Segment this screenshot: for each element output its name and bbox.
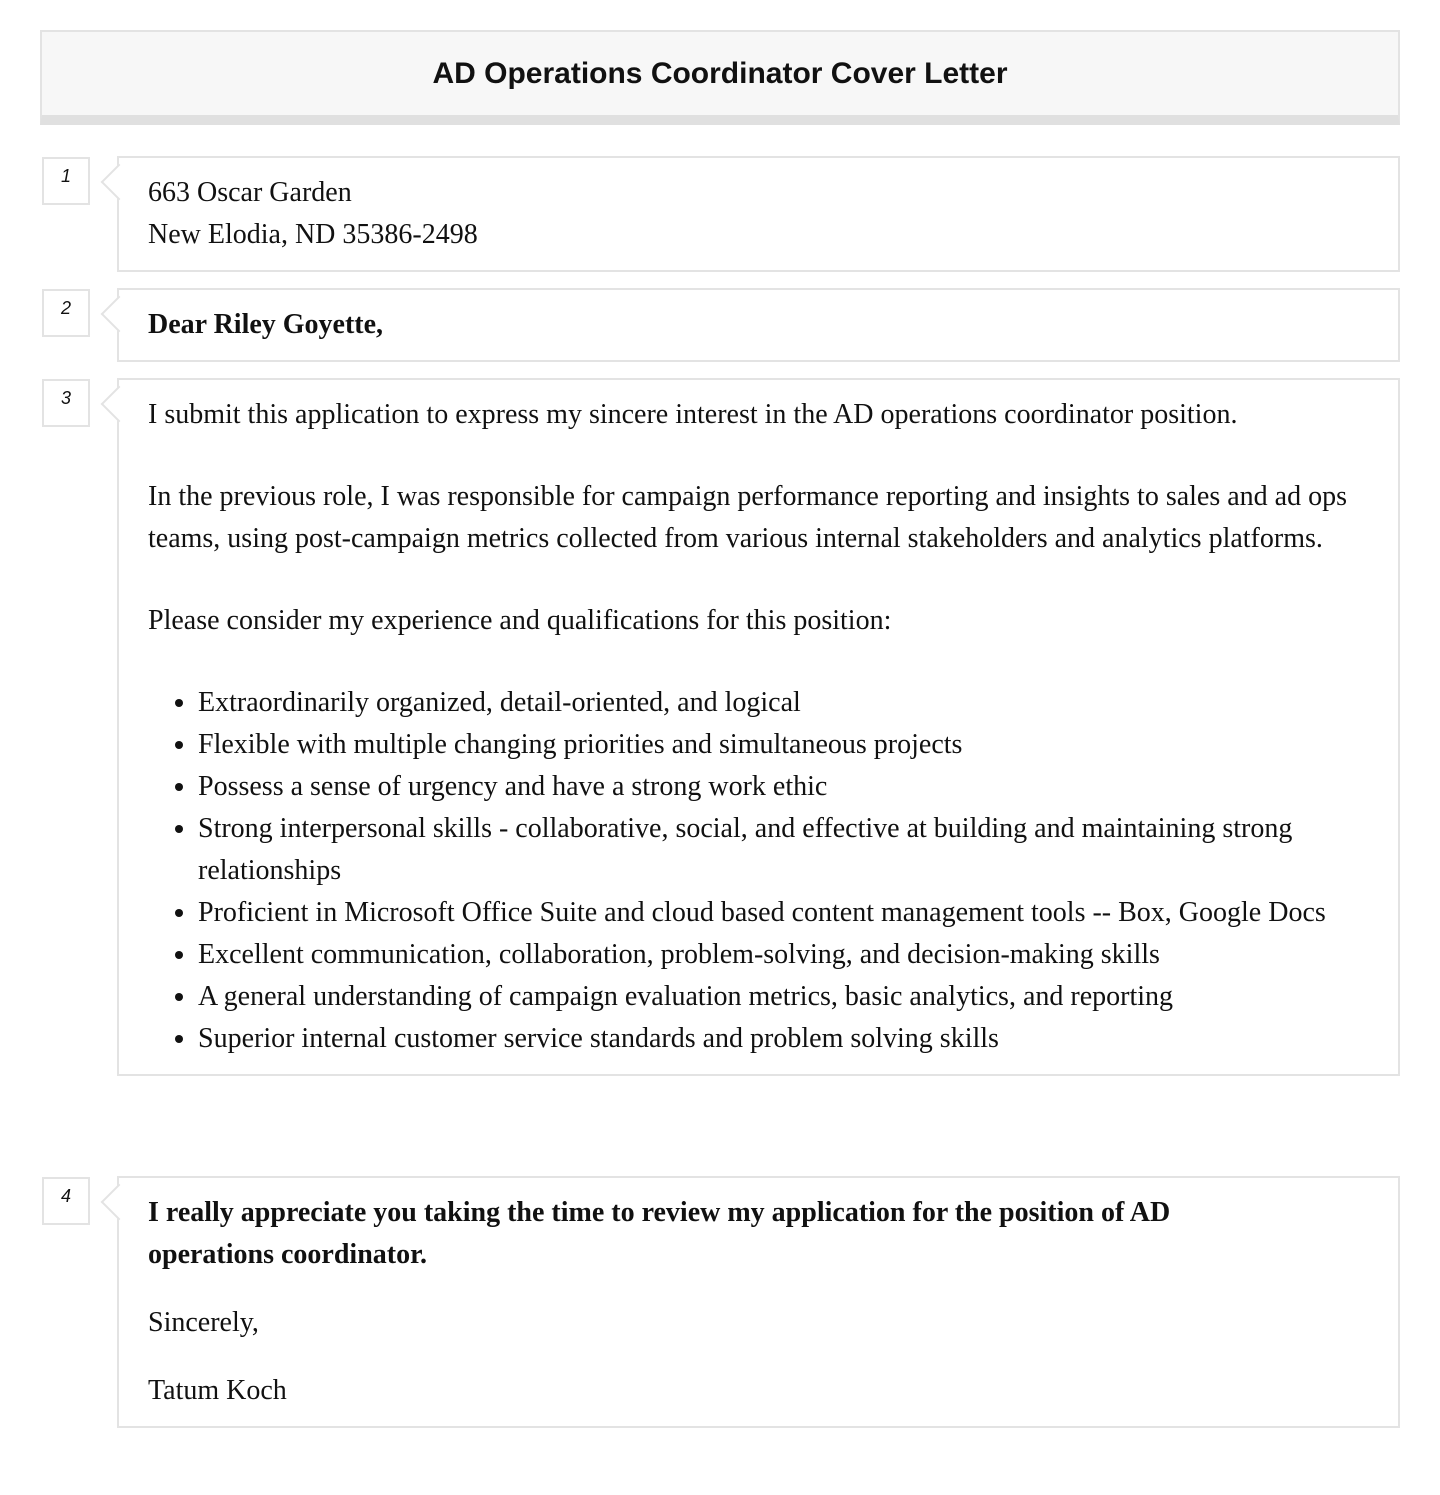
section-number-label: 1 <box>60 165 71 186</box>
list-item: • Excellent communication, collaboration, problem-solving, and decision-making skills <box>198 934 1398 976</box>
closing-card <box>117 1176 1400 1428</box>
section-number-label: 3 <box>60 387 71 408</box>
list-item: • Strong interpersonal skills - collaborative, social, and effective at building and maintaining strong relationships <box>198 808 1398 892</box>
list-item: • Flexible with multiple changing priorities and simultaneous projects <box>198 724 1398 766</box>
address-line-1: 663 Oscar Garden <box>148 177 352 208</box>
list-item: • Superior internal customer service standards and problem solving skills <box>198 1018 1398 1060</box>
salutation: Dear Riley Goyette, <box>148 309 384 340</box>
page-header <box>40 30 1400 125</box>
list-item: • Possess a sense of urgency and have a strong work ethic <box>198 766 1398 808</box>
page-title: AD Operations Coordinator Cover Letter <box>432 56 1008 90</box>
pointer-arrow <box>101 164 138 201</box>
section-number-label: 2 <box>60 297 71 318</box>
qualifications-list <box>148 682 1398 1060</box>
section-number <box>42 379 90 427</box>
section-number <box>42 157 90 205</box>
section-number <box>42 289 90 337</box>
section-number <box>42 1177 90 1225</box>
consider-paragraph: Please consider my experience and qualifications for this position: <box>148 605 892 636</box>
list-item: • Extraordinarily organized, detail-oriented, and logical <box>198 682 1398 724</box>
signoff: Sincerely, <box>148 1307 259 1338</box>
address-line-2: New Elodia, ND 35386-2498 <box>148 219 478 250</box>
intro-paragraph: I submit this application to express my sincere interest in the AD operations coordinator position. <box>148 399 1238 430</box>
list-item: • Proficient in Microsoft Office Suite and cloud based content management tools -- Box, Google Docs <box>198 892 1398 934</box>
body-card <box>117 378 1400 1076</box>
signature-name: Tatum Koch <box>148 1375 287 1406</box>
pointer-arrow <box>101 386 138 423</box>
section-number-label: 4 <box>60 1185 71 1206</box>
list-item: • A general understanding of campaign evaluation metrics, basic analytics, and reporting <box>198 976 1398 1018</box>
pointer-arrow <box>101 1184 138 1221</box>
salutation-card <box>117 288 1400 362</box>
pointer-arrow <box>101 296 138 333</box>
address-card <box>117 156 1400 272</box>
closing-paragraph: I really appreciate you taking the time to review my application for the position of AD operations coordinator. <box>148 1197 1171 1270</box>
experience-paragraph: In the previous role, I was responsible for campaign performance reporting and insights to sales and ad ops teams, using post-campaign metrics collected from various internal stakeholders and analytics platforms. <box>148 481 1347 554</box>
